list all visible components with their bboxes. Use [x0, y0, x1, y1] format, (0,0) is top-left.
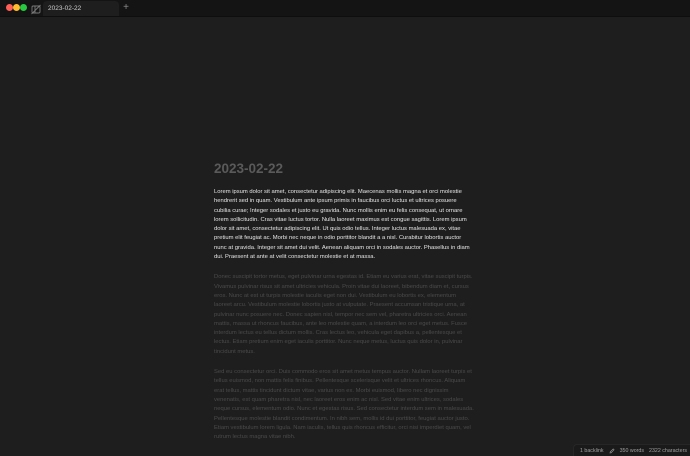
tab-bar: [0, 0, 690, 17]
zoom-window-button[interactable]: [20, 4, 27, 11]
sidebar-toggle-icon[interactable]: [31, 2, 41, 13]
close-window-button[interactable]: [6, 4, 13, 11]
tab-active-note[interactable]: [43, 1, 119, 16]
paragraph-dimmed[interactable]: Sed eu consectetur orci. Duis commodo eros sit amet metus tempus auctor. Nullam laoreet turpis et tellus euismod, non mattis felis finibus. Pellentesque scelerisque velit et ultrices rhoncus. Aliquam erat tellus, mattis tincidunt dictum vitae, varius non ex. Morbi euismod, libero nec dignissim venenatis, est quam pharetra nisl, nec laoreet eros enim ac nisl. Sed vitae enim ultrices, sodales neque cursus, elementum odio. Nunc et egestas risus. Sed consectetur interdum sem in malesuada. Pellentesque molestie blandit condimentum. In nibh sem, mollis id dui porttitor, feugiat auctor justo. Etiam vestibulum lorem ligula. Nam iaculis, tellus quis rhoncus efficitur, orci nisi imperdiet quam, vel rutrum lectus magna vitae nibh.: [214, 369, 474, 441]
paragraph-dimmed[interactable]: Donec suscipit tortor metus, eget pulvinar urna egestas id. Etiam eu varius erat, vitae suscipit turpis. Vivamus pulvinar risus sit amet ultricies vehicula. Proin vitae dui laoreet, bibendum diam et, cursus eros. Nunc at est ut turpis molestie iaculis eget non dui. Vestibulum eu lobortis ex, elementum laoreet arcu. Vestibulum molestie lobortis justo at vulputate. Praesent accumsan tristique urna, at pulvinar nunc posuere nec. Donec sapien nisl, tempor nec sem vel, pharetra ultricies orci. Aenean mattis, massa ut rhoncus faucibus, ante leo molestie quam, a interdum leo orci eget metus. Fusce interdum lectus eu tellus dictum mollis. Cras lectus leo, vehicula eget dapibus a, pellentesque et lectus. Etiam pretium enim eget iaculis porttitor. Nunc neque metus, luctus quis dolor in, pulvinar tincidunt metus.: [214, 274, 473, 355]
character-count: 2322 characters: [649, 447, 687, 454]
word-count: 350 words: [619, 447, 645, 454]
status-bar: [573, 444, 690, 456]
minimize-window-button[interactable]: [13, 4, 20, 11]
backlinks-count[interactable]: 1 backlink: [580, 447, 604, 454]
tab-title: 2023-02-22: [48, 5, 82, 12]
paragraph-active[interactable]: Lorem ipsum dolor sit amet, consectetur adipiscing elit. Maecenas mollis magna et orci molestie hendrerit sed in quam. Vestibulum ante ipsum primis in faucibus orci luctus et ultrices posuere cubilia curae; Integer sodales et justo eu gravida. Nunc mollis enim eu felis consequat, ut ornare lorem sollicitudin. Cras vitae luctus tortor. Nulla laoreet maximus est congue sagittis. Lorem ipsum dolor sit amet, consectetur adipiscing elit. Ut quis odio tellus. Integer luctus malesuada ex, vitae pretium elit feugiat ac. Morbi nec neque in odio porttitor blandit a a nisl. Curabitur lobortis auctor nunc at gravida. Integer sit amet dui velit. Aenean aliquam orci in sodales auctor. Phasellus in diam dui. Praesent at ante at velit consectetur molestie et at massa.: [214, 189, 470, 261]
note-editor[interactable]: [214, 160, 474, 453]
new-tab-button[interactable]: +: [123, 2, 129, 13]
pencil-icon[interactable]: [609, 448, 615, 454]
note-title[interactable]: 2023-02-22: [214, 161, 284, 176]
